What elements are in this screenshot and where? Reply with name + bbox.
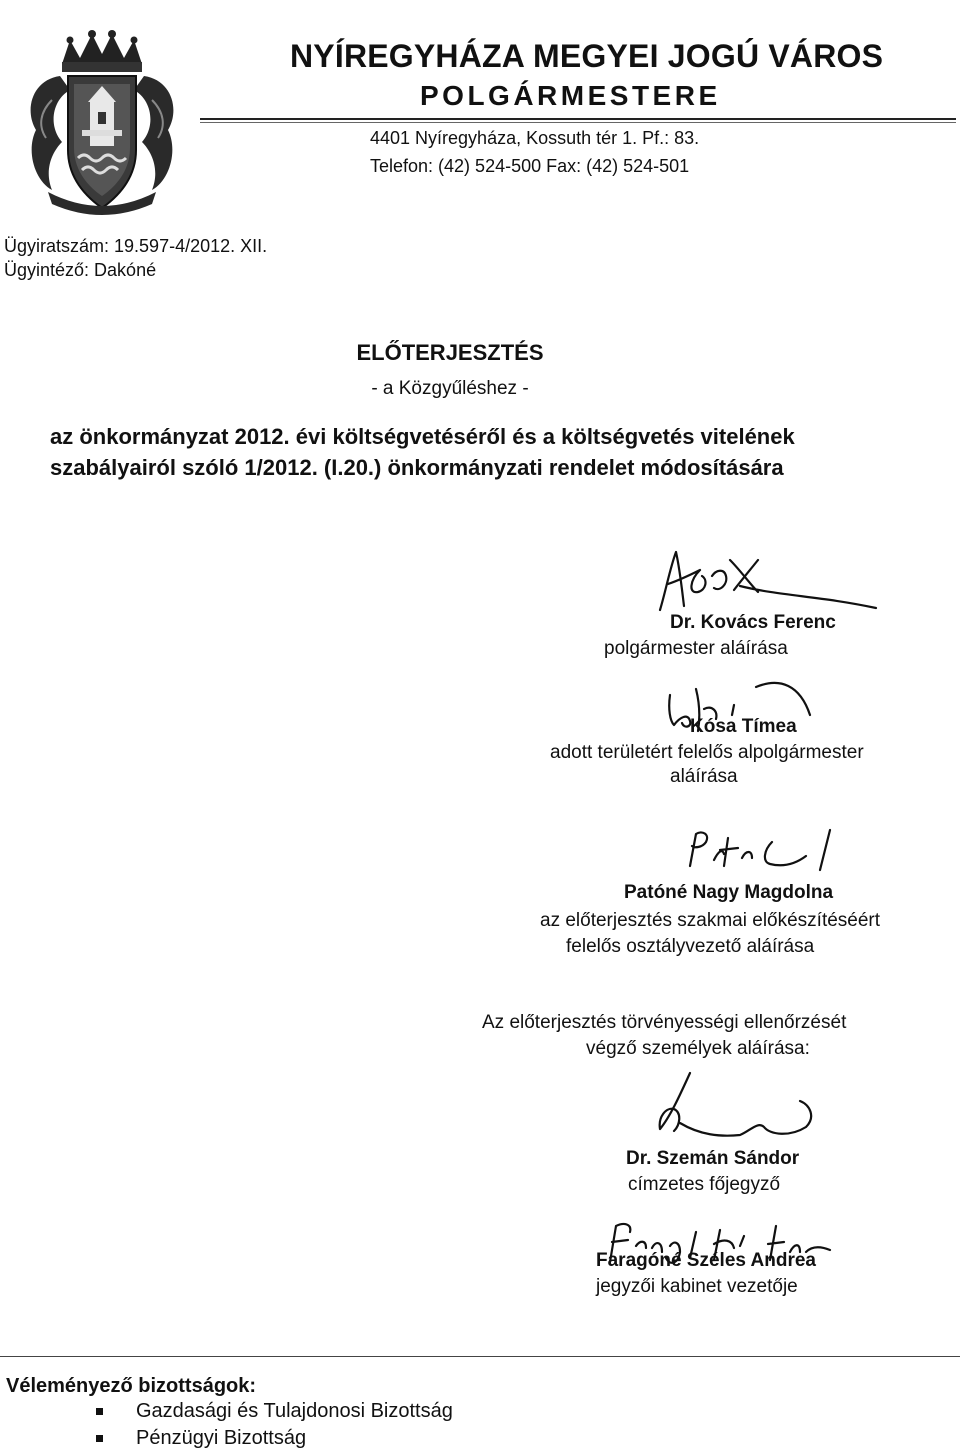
committee-name: Pénzügyi Bizottság (136, 1427, 307, 1449)
addressee: - a Közgyűléshez - (371, 378, 529, 399)
subject-line-2: szabályairól szóló 1/2012. (I.20.) önkormányzati rendelet módosítására (50, 455, 784, 480)
footer-divider (0, 1356, 960, 1357)
bullet-icon (96, 1435, 103, 1442)
cabinet-head-role: jegyzői kabinet vezetője (596, 1276, 798, 1297)
cabinet-head-name: Faragóné Széles Andrea (596, 1250, 816, 1271)
legality-check-intro-line-2: végző személyek aláírása: (586, 1038, 810, 1059)
department-head-name: Patóné Nagy Magdolna (624, 882, 834, 903)
department-head-role-line-2: felelős osztályvezető aláírása (566, 936, 815, 957)
department-head-signature-icon (680, 820, 920, 880)
header-divider (200, 118, 956, 120)
phone-fax: Telefon: (42) 524-500 Fax: (42) 524-501 (370, 156, 690, 176)
mayor-signature-icon (640, 540, 880, 620)
deputy-mayor-role-line-2: aláírása (670, 766, 738, 787)
deputy-mayor-name: Kósa Tímea (690, 716, 797, 737)
committee-name: Gazdasági és Tulajdonosi Bizottság (136, 1400, 453, 1422)
committees-title: Véleményező bizottságok: (6, 1375, 257, 1397)
notary-signature-icon (640, 1065, 830, 1145)
organization-name: NYÍREGYHÁZA MEGYEI JOGÚ VÁROS (290, 38, 884, 74)
file-number: Ügyiratszám: 19.597-4/2012. XII. (4, 236, 268, 256)
document-type: ELŐTERJESZTÉS (356, 340, 544, 365)
subject-line-1: az önkormányzat 2012. évi költségvetéséről és a költségvetés vitelének (50, 424, 795, 449)
legality-check-intro-line-1: Az előterjesztés törvényességi ellenőrzését (482, 1012, 847, 1033)
list-item (96, 1398, 453, 1425)
header-divider-thin (200, 122, 956, 123)
address: 4401 Nyíregyháza, Kossuth tér 1. Pf.: 83. (370, 128, 700, 148)
committee-list (96, 1398, 453, 1452)
bullet-icon (96, 1408, 103, 1415)
deputy-mayor-role-line-1: adott területért felelős alpolgármester (550, 742, 864, 763)
mayor-name: Dr. Kovács Ferenc (670, 612, 836, 633)
list-item (96, 1425, 453, 1452)
notary-role: címzetes főjegyző (628, 1174, 781, 1195)
mayor-role: polgármester aláírása (604, 638, 788, 659)
department-head-role-line-1: az előterjesztés szakmai előkészítéséért (540, 910, 881, 931)
coat-of-arms-icon (22, 30, 182, 220)
organization-title: POLGÁRMESTERE (420, 80, 721, 111)
notary-name: Dr. Szemán Sándor (626, 1148, 800, 1169)
case-administrator: Ügyintéző: Dakóné (4, 260, 157, 280)
